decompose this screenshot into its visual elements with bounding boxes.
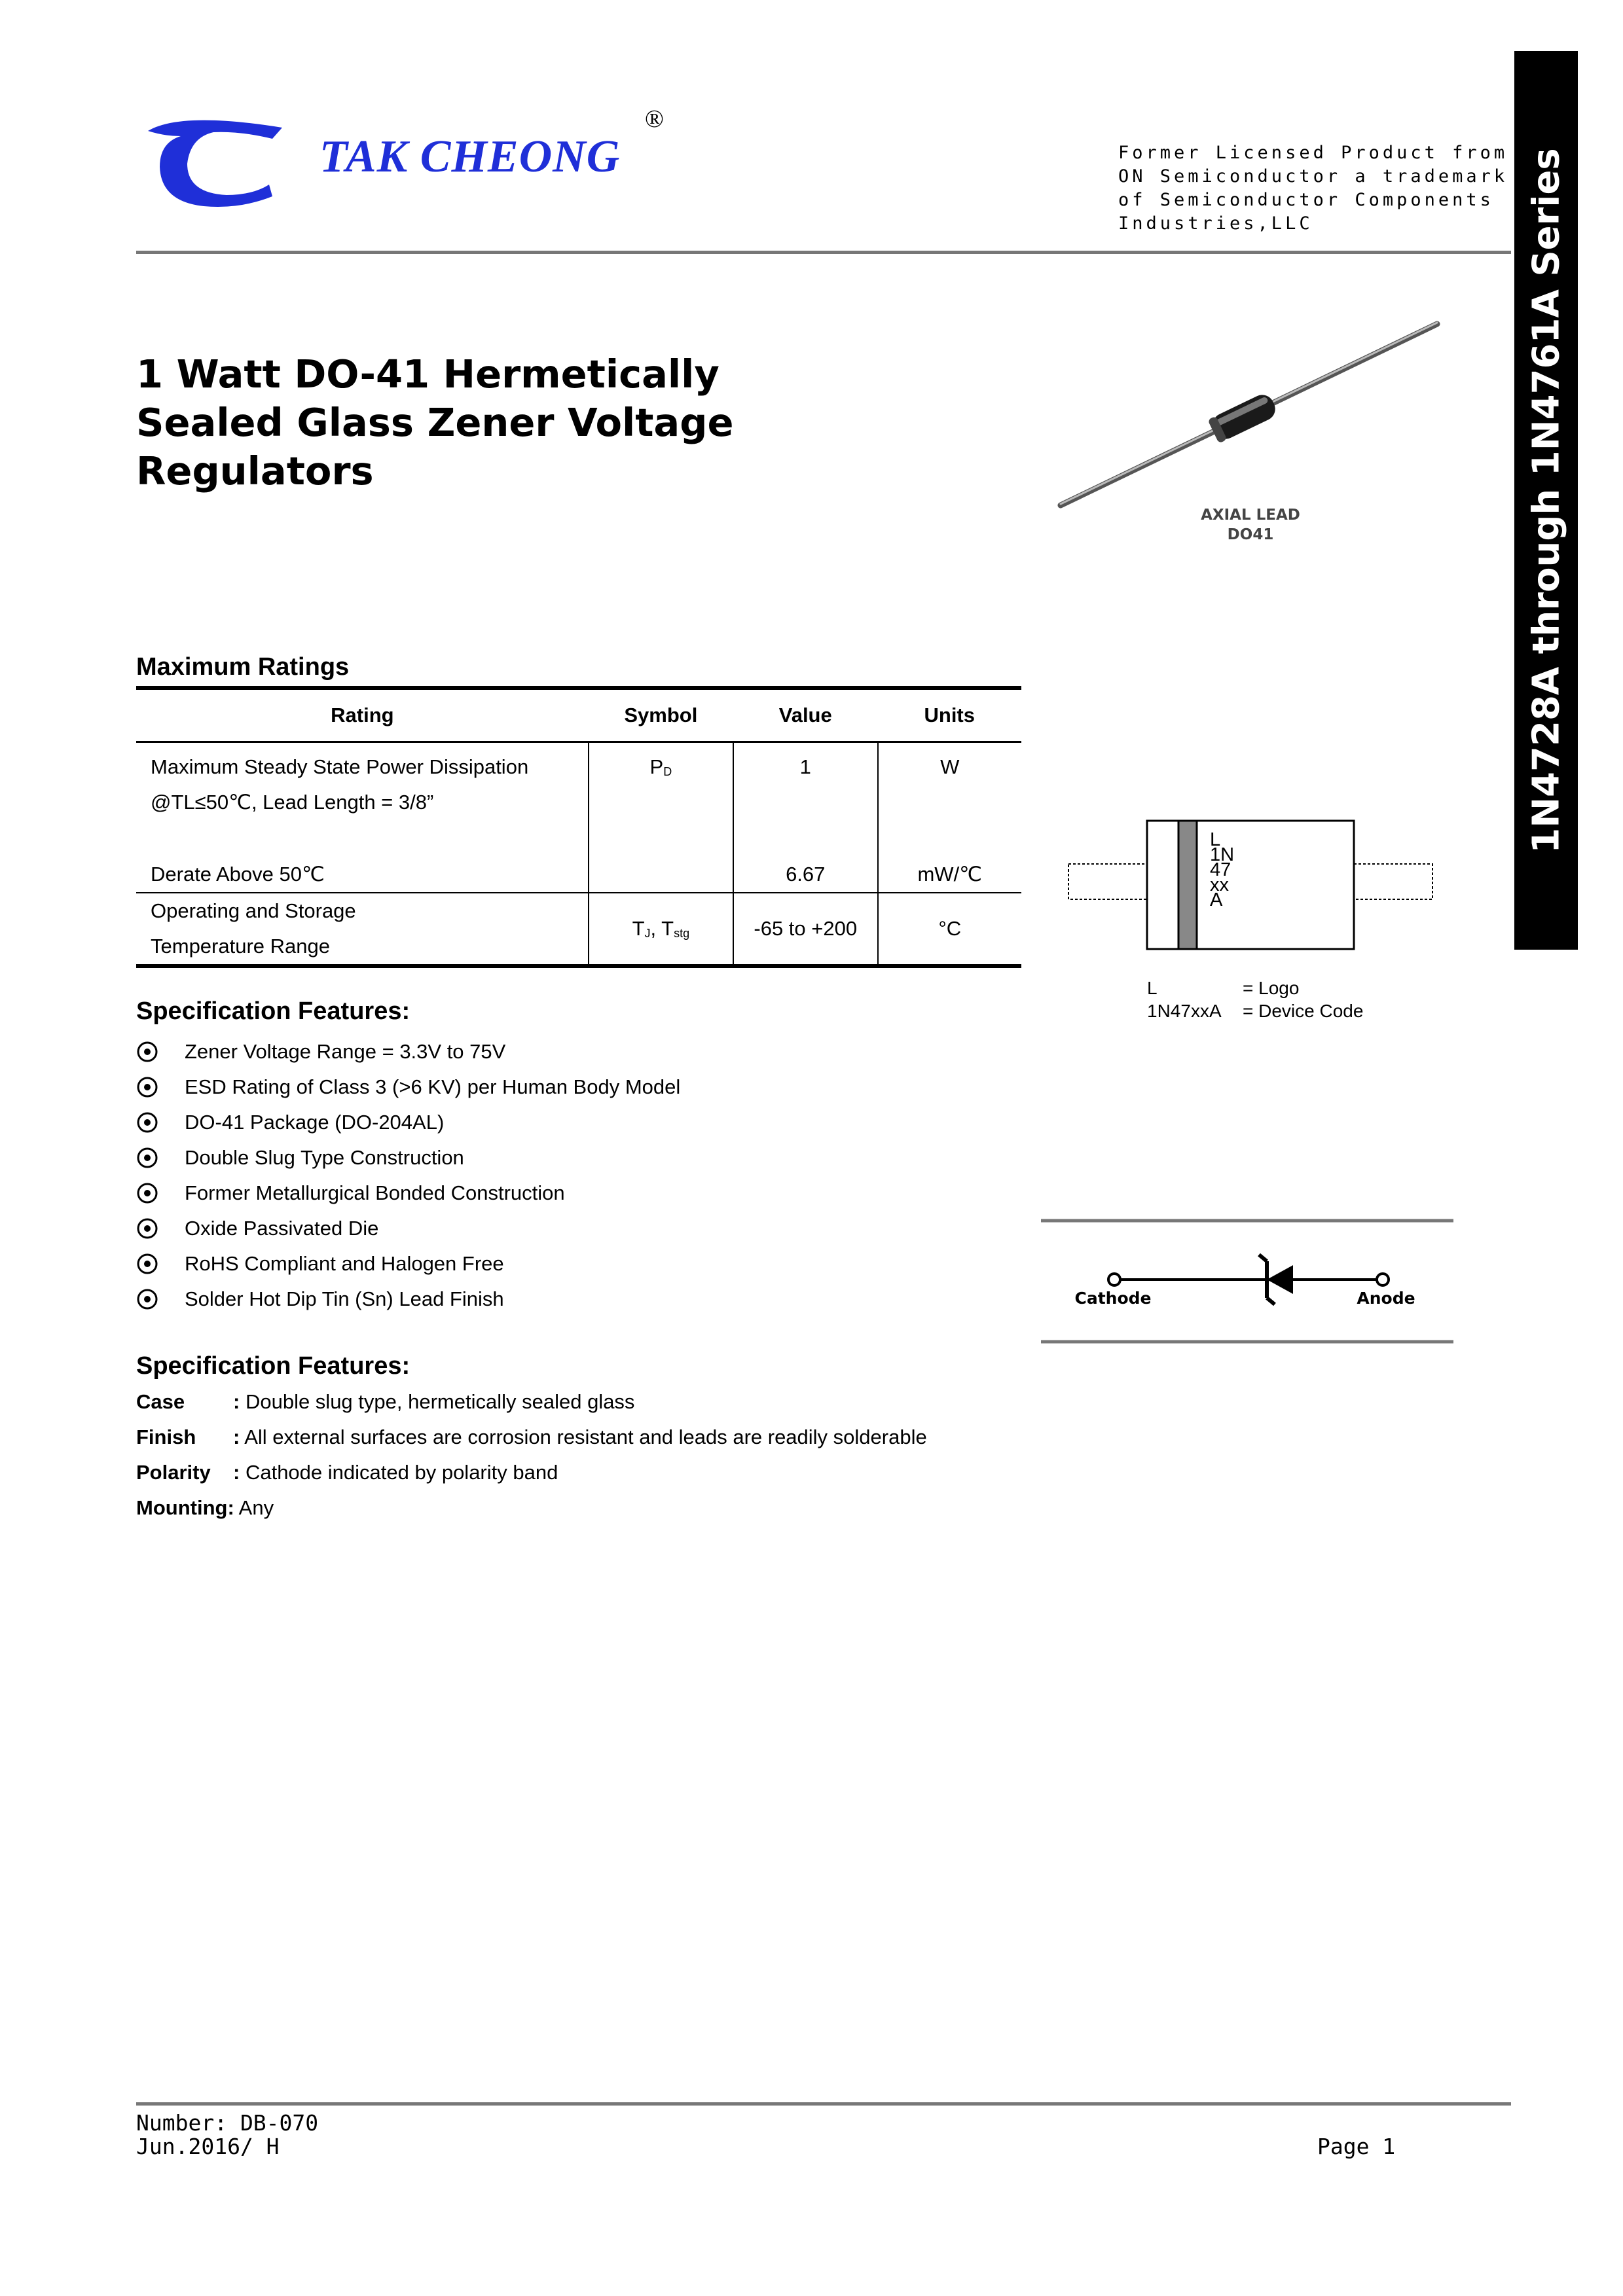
spec-row <box>136 1420 927 1455</box>
spec-sep: : <box>233 1461 240 1484</box>
unit-cell: W <box>940 755 960 778</box>
doc-number: Number: DB-070 <box>136 2110 319 2136</box>
feature-text: Former Metallurgical Bonded Construction <box>185 1181 565 1204</box>
symbol-text: T <box>632 917 645 940</box>
spec-value: Any <box>238 1496 274 1519</box>
header-rule <box>136 251 1511 254</box>
marking-line: A <box>1210 889 1223 910</box>
circled-dot-bullet-icon <box>136 1147 158 1169</box>
spec-row <box>136 1384 927 1420</box>
circled-dot-bullet-icon <box>136 1288 158 1310</box>
legend-value: = Device Code <box>1243 1001 1364 1021</box>
package-caption <box>1152 505 1349 545</box>
unit-cell: mW/℃ <box>917 863 982 886</box>
symbol-text: P <box>649 755 664 778</box>
spec-value: Double slug type, hermetically sealed glass <box>245 1390 635 1413</box>
marking-line: xx <box>1210 874 1229 895</box>
feature-text: Zener Voltage Range = 3.3V to 75V <box>185 1040 506 1063</box>
mechanical-heading: Specification Features: <box>136 1352 410 1380</box>
list-item <box>136 1211 680 1246</box>
series-label: 1N4728A through 1N4761A Series <box>1525 147 1567 853</box>
symbol-subscript: stg <box>674 927 690 940</box>
rating-text: Temperature Range <box>151 935 330 958</box>
page-number: Page 1 <box>1317 2134 1396 2159</box>
legend-key: L <box>1147 978 1158 998</box>
marking-legend <box>1147 977 1363 1022</box>
max-ratings-table <box>136 686 1021 968</box>
circled-dot-bullet-icon <box>136 1182 158 1204</box>
circled-dot-bullet-icon <box>136 1076 158 1098</box>
feature-text: Oxide Passivated Die <box>185 1217 379 1240</box>
value-cell: 6.67 <box>786 863 826 886</box>
spec-key: Finish <box>136 1426 196 1448</box>
rating-text: Maximum Steady State Power Dissipation <box>151 755 529 778</box>
spec-key: Mounting: <box>136 1496 234 1519</box>
legend-row <box>1147 999 1363 1022</box>
spec-value: All external surfaces are corrosion resistant and leads are readily solderable <box>244 1426 927 1448</box>
registered-mark: ® <box>645 105 664 133</box>
list-item <box>136 1105 680 1140</box>
rating-text: Operating and Storage <box>151 899 356 922</box>
unit-cell: °C <box>878 893 1022 966</box>
table-header-row <box>136 688 1021 742</box>
zener-diode-symbol <box>1041 1214 1453 1345</box>
marking-diagram <box>1067 818 1434 962</box>
value-cell: 1 <box>799 755 811 778</box>
list-item <box>136 1069 680 1105</box>
legend-row <box>1147 977 1363 999</box>
rating-text: @TL≤50℃, Lead Length = 3/8” <box>151 791 434 814</box>
legend-key: 1N47xxA <box>1147 1001 1222 1021</box>
features-heading: Specification Features: <box>136 997 410 1025</box>
package-caption-line2: DO41 <box>1227 526 1274 543</box>
value-cell: -65 to +200 <box>733 893 878 966</box>
legend-value: = Logo <box>1243 978 1300 998</box>
page-title: 1 Watt DO-41 Hermetically Sealed Glass Zener Voltage Regulators <box>136 351 734 493</box>
mechanical-specs <box>136 1384 927 1526</box>
marking-line: 1N <box>1210 844 1235 865</box>
spec-row <box>136 1490 927 1526</box>
spec-key: Polarity <box>136 1461 211 1484</box>
doc-date: Jun.2016/ H <box>136 2134 280 2159</box>
feature-text: Solder Hot Dip Tin (Sn) Lead Finish <box>185 1287 504 1310</box>
rating-text: Derate Above 50℃ <box>151 863 325 886</box>
marking-text <box>1210 829 1235 910</box>
table-row <box>136 893 1021 966</box>
spec-value: Cathode indicated by polarity band <box>245 1461 558 1484</box>
symbol-text: , T <box>650 917 674 940</box>
list-item <box>136 1282 680 1317</box>
spec-sep: : <box>233 1426 240 1448</box>
brand-name: TAK CHEONG <box>319 132 621 182</box>
axial-lead-diode-illustration <box>1048 314 1453 511</box>
spec-key: Case <box>136 1390 185 1413</box>
circled-dot-bullet-icon <box>136 1253 158 1275</box>
package-caption-line1: AXIAL LEAD <box>1201 507 1300 524</box>
side-banner <box>1514 51 1578 950</box>
marking-line: L <box>1210 829 1221 850</box>
table-row <box>136 742 1021 893</box>
spec-sep: : <box>233 1390 240 1413</box>
feature-text: RoHS Compliant and Halogen Free <box>185 1252 504 1275</box>
cathode-label: Cathode <box>1074 1289 1152 1308</box>
licensed-note: Former Licensed Product from ON Semiconductor a trademark of Semiconductor Components Industries,LLC <box>1118 143 1508 234</box>
circled-dot-bullet-icon <box>136 1111 158 1134</box>
features-list <box>136 1034 680 1317</box>
symbol-cell <box>589 749 733 789</box>
anode-label: Anode <box>1357 1289 1415 1308</box>
col-symbol: Symbol <box>624 704 698 726</box>
footer-rule <box>136 2102 1511 2106</box>
feature-text: DO-41 Package (DO-204AL) <box>185 1111 445 1134</box>
col-rating: Rating <box>331 704 394 726</box>
list-item <box>136 1175 680 1211</box>
tak-cheong-logo <box>141 111 285 209</box>
list-item <box>136 1246 680 1282</box>
list-item <box>136 1034 680 1069</box>
symbol-subscript: D <box>663 765 672 778</box>
footer-left <box>136 2111 318 2159</box>
circled-dot-bullet-icon <box>136 1041 158 1063</box>
feature-text: ESD Rating of Class 3 (>6 KV) per Human Body Model <box>185 1075 681 1098</box>
list-item <box>136 1140 680 1175</box>
spec-row <box>136 1455 927 1490</box>
max-ratings-heading: Maximum Ratings <box>136 653 350 681</box>
marking-line: 47 <box>1210 859 1231 880</box>
col-value: Value <box>778 704 832 726</box>
col-units: Units <box>924 704 975 726</box>
circled-dot-bullet-icon <box>136 1217 158 1240</box>
feature-text: Double Slug Type Construction <box>185 1146 464 1169</box>
symbol-subscript: J <box>644 927 651 940</box>
